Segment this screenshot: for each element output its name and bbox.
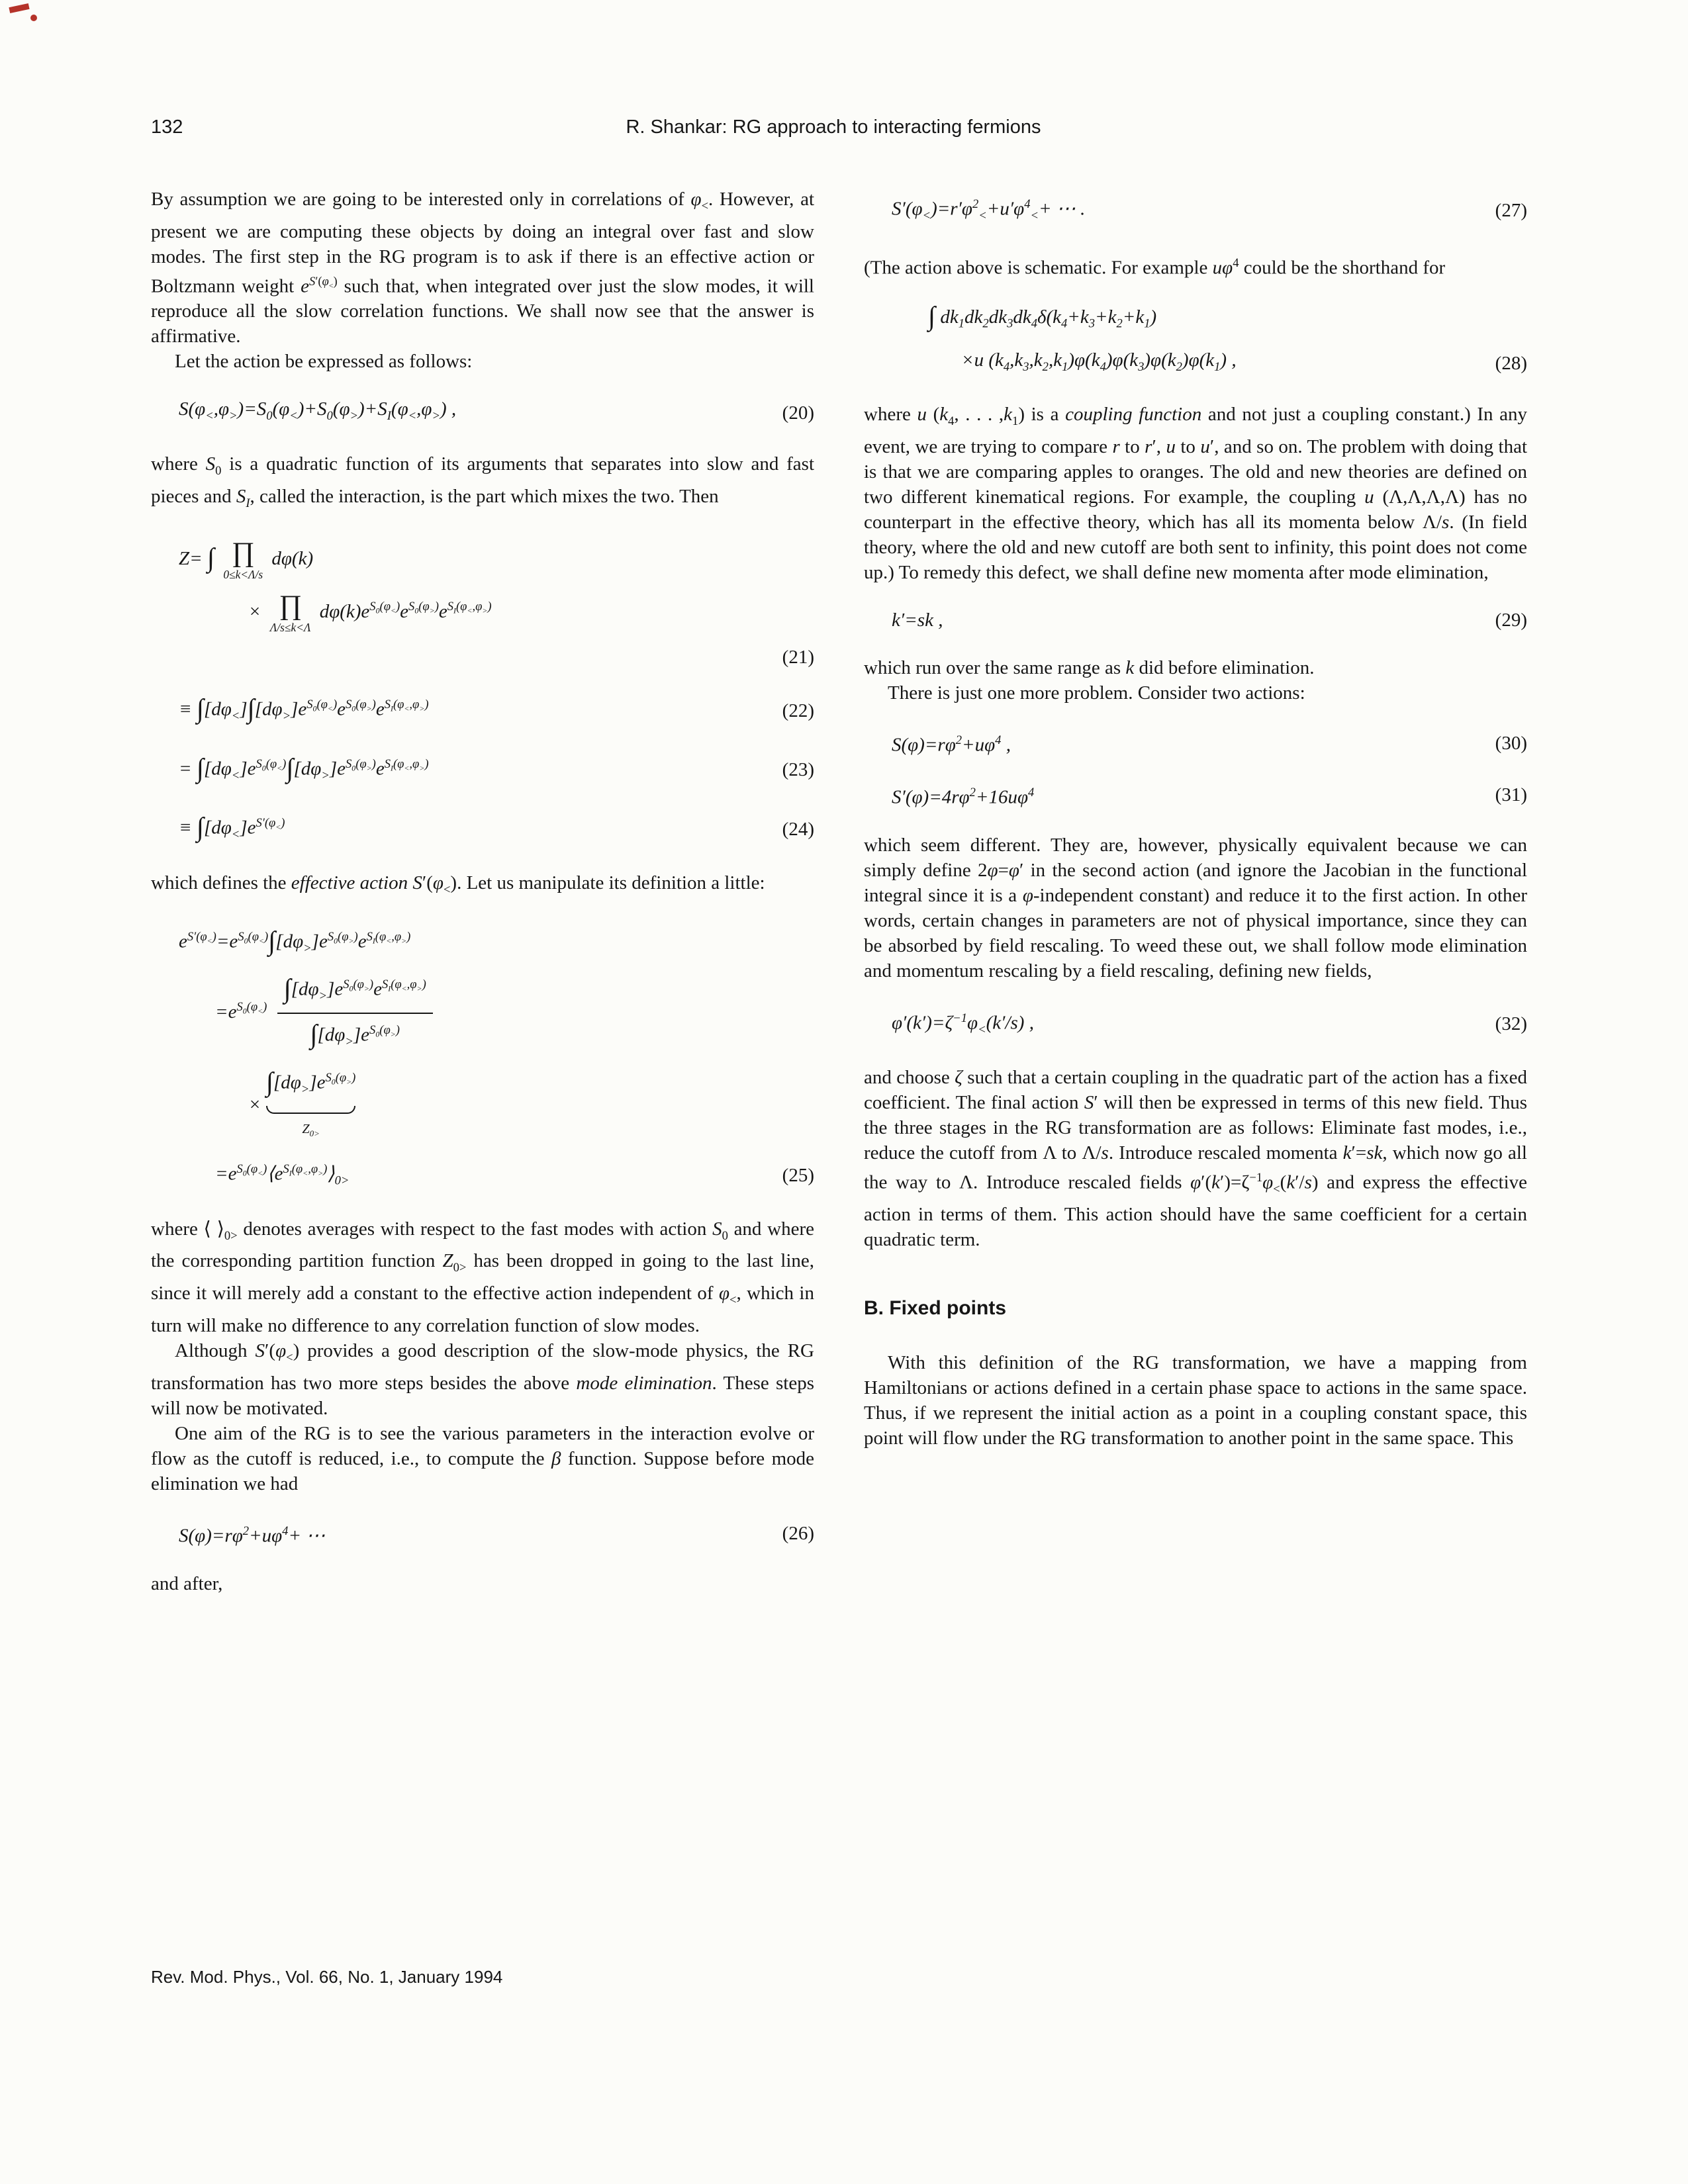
equation-27 bbox=[864, 192, 1527, 228]
equation-32 bbox=[864, 1006, 1527, 1042]
equation-body: $S'(\varphi_<)=r'\varphi^2_<+u'\varphi^4_<+$ ⋯ . bbox=[892, 197, 1086, 223]
equation-24 bbox=[151, 811, 814, 847]
paragraph: (The action above is schematic. For example $u\varphi^4$ could be the shorthand for bbox=[864, 256, 1446, 279]
equation-line bbox=[179, 1157, 814, 1193]
equation-23 bbox=[151, 752, 814, 788]
paragraph: which seem different. They are, however, physically equivalent because we can simply define 2φ=φ′ in the second action (and ignore the Jacobian in the functional integral since it is a φ-independent constant) and reduce it to the first action. In other words, certain changes in parameters are not of physical importance, since they can be absorbed by field rescaling. To weed these out, we shall follow mode elimination and momentum rescaling by a field rescaling, defining new fields, bbox=[864, 834, 1527, 981]
equation-number-line bbox=[179, 645, 814, 670]
scan-artifact-mark bbox=[9, 3, 29, 13]
equation-number: (27) bbox=[1495, 199, 1527, 221]
equation-number: (31) bbox=[1495, 784, 1527, 806]
paragraph: By assumption we are going to be interested only in correlations of $\varphi_<$. However, at present we are computing these objects by doing an integral over fast and slow modes. The first step in the RG program is to ask if there is an effective action or Boltzmann weight $e^{S'(\varphi_<)}$ such that, when integrated over just the slow modes, it will reproduce all the slow correlation functions. We shall now see that the answer is affirmative. bbox=[151, 189, 814, 347]
left-column bbox=[151, 187, 814, 1596]
paragraph: There is just one more problem. Consider two actions: bbox=[888, 682, 1305, 704]
equation-number: (22) bbox=[782, 700, 814, 721]
equation-body: $S(\varphi_<,\varphi_>)=S_0(\varphi_<)+S_0(\varphi_>)+S_I(\varphi_<,\varphi_>)$ , bbox=[179, 398, 457, 424]
paragraph: which run over the same range as k did before elimination. bbox=[864, 657, 1315, 679]
equation-line: Z= ∫ ∏ 0≤k<Λ/s dφ(k) bbox=[179, 537, 314, 581]
equation-line bbox=[892, 347, 1527, 380]
paragraph: where ⟨ $⟩_{0>}$ denotes averages with respect to the fast modes with action $S_0$ and where the corresponding partition function $Z_{0>}$ has been dropped in going to the last line, since it will merely add a constant to the effective action independent of $\varphi_<$, which in turn will make no difference to any correlation function of slow modes. bbox=[151, 1218, 814, 1337]
equation-number: (24) bbox=[782, 818, 814, 840]
equation-number: (29) bbox=[1495, 610, 1527, 631]
equation-line: ∫ $dk_1dk_2dk_3dk_4\delta(k_4+k_3+k_2+k_1)$ bbox=[928, 301, 1157, 332]
equation-number: (30) bbox=[1495, 732, 1527, 754]
equation-body: $=e^{S_0(\varphi_<)}⟨e^{S_I(\varphi_<,\varphi_>)}⟩_{0>}$ bbox=[215, 1162, 350, 1188]
equation-body: $\varphi'(k')=\zeta^{-1}\varphi_<(k'/s)$ , bbox=[892, 1011, 1034, 1037]
equation-number: (28) bbox=[1495, 353, 1527, 375]
equation-line: $=e^{S_0(\varphi_<)}$ $\frac{\int[d\varphi_>]e^{S_0(\varphi_>)}e^{S_I(\varphi_<,\varphi_>)}}{\int[d\varphi_>]e^{S_0(\varphi_>)}}$ bbox=[215, 972, 814, 1055]
equation-body: k′=sk , bbox=[892, 610, 943, 631]
equation-26 bbox=[151, 1519, 814, 1549]
equation-body: ≡ $\int[d\varphi_<]\int[d\varphi_>]e^{S_0(\varphi_<)}e^{S_0(\varphi_>)}e^{S_I(\varphi_<,\varphi_>)}$ bbox=[179, 694, 429, 724]
running-title: R. Shankar: RG approach to interacting fermions bbox=[626, 116, 1041, 138]
paragraph: One aim of the RG is to see the various parameters in the interaction evolve or flow as the cutoff is reduced, i.e., to compute the β function. Suppose before mode elimination we had bbox=[151, 1422, 814, 1494]
paragraph: Although $S'(\varphi_<)$ provides a good description of the slow-mode physics, the RG transformation has two more steps besides the above mode elimination. These steps will now be motivated. bbox=[151, 1340, 815, 1419]
equation-number: (25) bbox=[782, 1164, 814, 1186]
equation-20 bbox=[151, 396, 814, 429]
paragraph: Let the action be expressed as follows: bbox=[175, 351, 473, 373]
equation-29 bbox=[864, 608, 1527, 633]
scan-artifact-mark bbox=[30, 15, 37, 21]
equation-number: (23) bbox=[782, 759, 814, 781]
equation-25 bbox=[151, 925, 814, 1193]
equation-line: $e^{S'(\varphi_<)}=e^{S_0(\varphi_<)}\int[d\varphi_>]e^{S_0(\varphi_>)}e^{S_I(\varphi_<,\varphi_>)}$ bbox=[179, 926, 411, 956]
paragraph: and after, bbox=[151, 1572, 223, 1594]
paragraph: With this definition of the RG transformation, we have a mapping from Hamiltonians or actions defined in a certain phase space to actions in the same space. Thus, if we represent the initial action as a point in a coupling constant space, this point will flow under the RG transformation to another point in the same space. This bbox=[864, 1352, 1527, 1449]
equation-22 bbox=[151, 692, 814, 729]
equation-number: (32) bbox=[1495, 1013, 1527, 1035]
equation-line: × $\int[d\varphi_>]e^{S_0(\varphi_>)}$ $Z_{0>}$ bbox=[248, 1066, 356, 1139]
equation-number: (21) bbox=[782, 647, 814, 668]
page-header bbox=[151, 116, 1516, 138]
equation-body: = $\int[d\varphi_<]e^{S_0(\varphi_<)}\int[d\varphi_>]e^{S_0(\varphi_>)}e^{S_I(\varphi_<,\varphi_>)}$ bbox=[179, 752, 429, 783]
equation-21 bbox=[151, 539, 814, 670]
equation-body: $S(\varphi)=r\varphi^2+u\varphi^4$ , bbox=[892, 733, 1011, 756]
section-heading-fixed-points: B. Fixed points bbox=[864, 1297, 1007, 1320]
equation-number: (26) bbox=[782, 1523, 814, 1545]
right-column bbox=[864, 187, 1527, 1451]
paragraph: where u ($k_4$, . . . $,k_1$) is a coupling function and not just a coupling constant.) In any event, we are trying to compare r to r′, u to u′, and so on. The problem with doing that is that we are comparing apples to oranges. The old and new theories are defined on two different kinematical regions. For example, the coupling u (Λ,Λ,Λ,Λ) has no counterpart in the effective theory, which has all its momenta below Λ/s. (In field theory, where the old and new cutoff are both sent to infinity, this point does not come up.) To remedy this defect, we shall define new momenta after mode elimination, bbox=[864, 404, 1528, 584]
page-number: 132 bbox=[151, 116, 183, 138]
equation-body: ≡ $\int[d\varphi_<]e^{S'(\varphi_<)}$ bbox=[179, 812, 285, 842]
equation-31 bbox=[864, 780, 1527, 810]
equation-body: $S'(\varphi)=4r\varphi^2+16u\varphi^4$ bbox=[892, 785, 1035, 808]
paragraph: and choose ζ such that a certain coupling in the quadratic part of the action has a fixed coefficient. The final action S′ will then be expressed in terms of this new field. Thus the three stages in the RG transformation are as follows: Eliminate fast modes, i.e., reduce the cutoff from Λ to Λ/s. Introduce rescaled momenta k′=sk, which now go all the way to Λ. Introduce rescaled fields $\varphi'(k')=\zeta^{-1}\varphi_<(k'/s)$ and express the effective action in terms of them. This action should have the same coefficient for a certain quadratic term. bbox=[864, 1067, 1528, 1251]
paragraph: which defines the effective action $S'(\varphi_<)$. Let us manipulate its definition a little: bbox=[151, 872, 765, 897]
paragraph: where $S_0$ is a quadratic function of its arguments that separates into slow and fast pieces and $S_I$, called the interaction, is the part which mixes the two. Then bbox=[151, 453, 815, 510]
equation-number: (20) bbox=[782, 402, 814, 424]
page-footer: Rev. Mod. Phys., Vol. 66, No. 1, January 1994 bbox=[151, 1967, 503, 1987]
equation-30 bbox=[864, 728, 1527, 758]
equation-body: ×u $(k_4,k_3,k_2,k_1)\varphi(k_4)\varphi(k_3)\varphi(k_2)\varphi(k_1)$ , bbox=[961, 349, 1237, 374]
equation-body: $S(\varphi)=r\varphi^2+u\varphi^4+$ ⋯ bbox=[179, 1524, 326, 1547]
equation-line: × ∏ Λ/s≤k<Λ $d\varphi(k)e^{S_0(\varphi_<)}e^{S_0(\varphi_>)}e^{S_I(\varphi_<,\varphi_>)}$ bbox=[248, 590, 492, 635]
equation-28 bbox=[864, 303, 1527, 379]
